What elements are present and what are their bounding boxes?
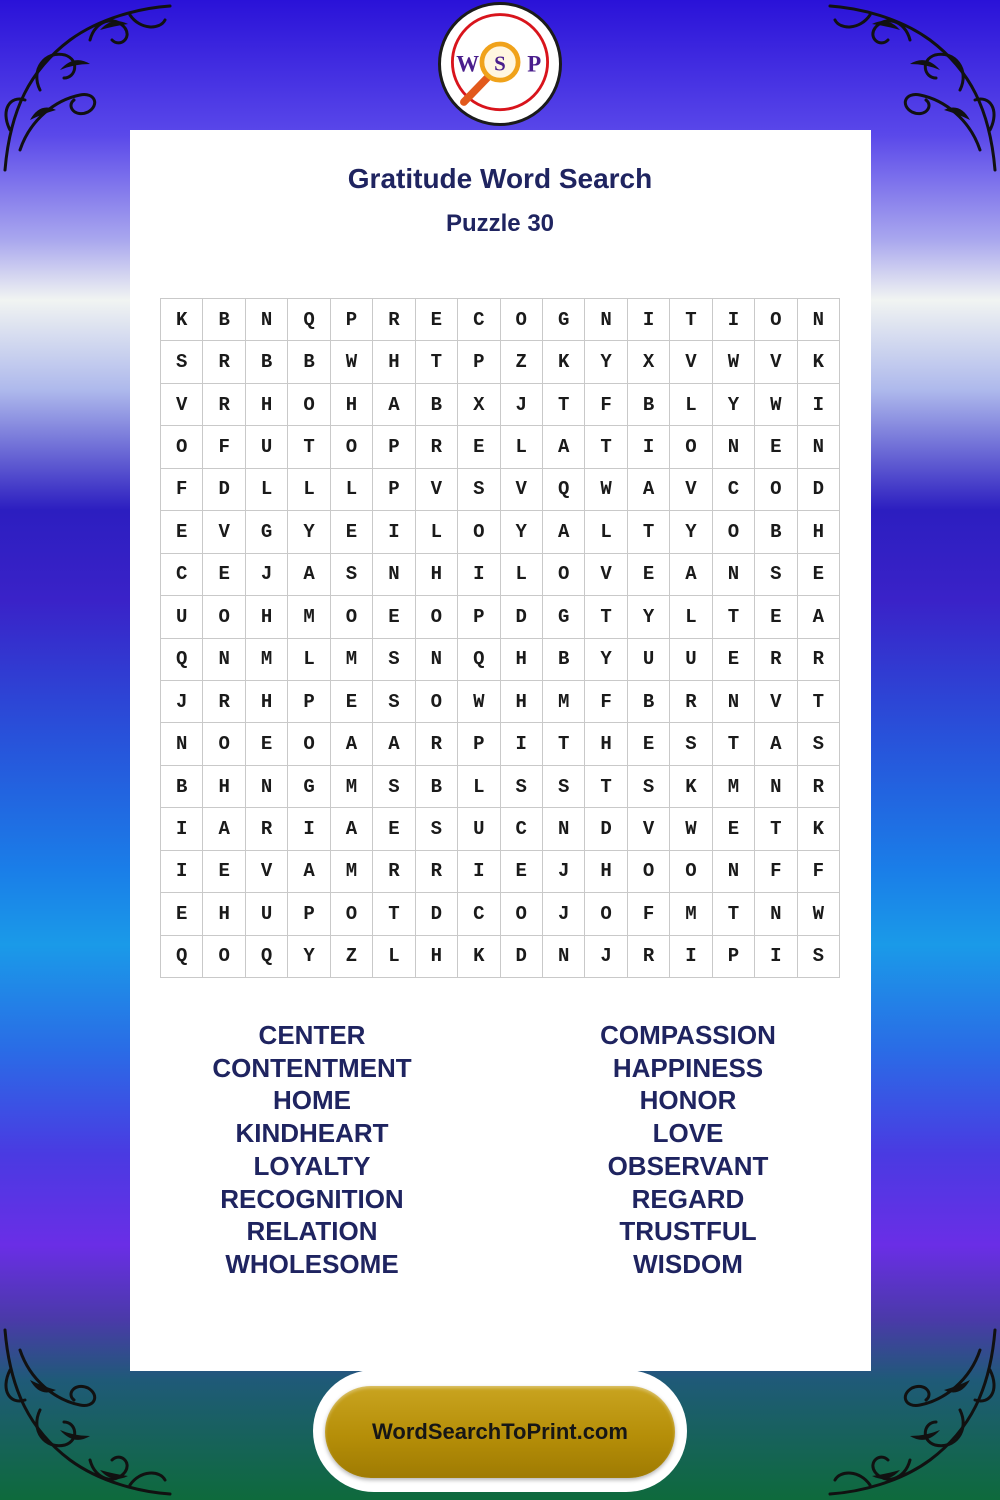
grid-cell[interactable]: V — [670, 341, 712, 383]
grid-cell[interactable]: L — [331, 469, 373, 511]
grid-cell[interactable]: H — [798, 511, 840, 553]
grid-cell[interactable]: S — [798, 936, 840, 978]
grid-cell[interactable]: W — [585, 469, 627, 511]
magnifier-icon — [441, 5, 559, 123]
grid-cell[interactable]: S — [670, 723, 712, 765]
word-list-item: HAPPINESS — [612, 1052, 764, 1083]
word-list-item: KINDHEART — [235, 1118, 389, 1149]
word-list-item: TRUSTFUL — [619, 1216, 757, 1247]
grid-cell[interactable]: B — [416, 766, 458, 808]
grid-cell[interactable]: H — [246, 681, 288, 723]
grid-cell[interactable]: J — [501, 384, 543, 426]
grid-cell[interactable]: Y — [628, 596, 670, 638]
grid-cell[interactable]: E — [713, 639, 755, 681]
word-list-item: RECOGNITION — [220, 1183, 404, 1214]
grid-cell[interactable]: Q — [458, 639, 500, 681]
grid-cell[interactable]: E — [203, 554, 245, 596]
grid-cell[interactable]: O — [713, 511, 755, 553]
grid-cell[interactable]: W — [755, 384, 797, 426]
grid-cell[interactable]: D — [501, 596, 543, 638]
grid-cell[interactable]: K — [670, 766, 712, 808]
grid-cell[interactable]: L — [501, 426, 543, 468]
grid-cell[interactable]: A — [373, 723, 415, 765]
grid-cell[interactable]: F — [161, 469, 203, 511]
grid-cell[interactable]: B — [288, 341, 330, 383]
grid-cell[interactable]: Y — [713, 384, 755, 426]
grid-cell[interactable]: E — [798, 554, 840, 596]
grid-cell[interactable]: R — [628, 936, 670, 978]
grid-cell[interactable]: Q — [246, 936, 288, 978]
grid-cell[interactable]: F — [585, 384, 627, 426]
puzzle-title: Gratitude Word Search — [347, 163, 653, 194]
grid-cell[interactable]: K — [798, 808, 840, 850]
grid-cell[interactable]: I — [288, 808, 330, 850]
grid-cell[interactable]: N — [246, 766, 288, 808]
grid-cell[interactable]: O — [416, 681, 458, 723]
grid-cell[interactable]: R — [798, 766, 840, 808]
grid-cell[interactable]: G — [288, 766, 330, 808]
grid-cell[interactable]: O — [331, 596, 373, 638]
grid-cell[interactable]: D — [798, 469, 840, 511]
grid-cell[interactable]: N — [373, 554, 415, 596]
grid-cell[interactable]: I — [458, 554, 500, 596]
grid-cell[interactable]: E — [755, 596, 797, 638]
grid-cell[interactable]: R — [203, 384, 245, 426]
grid-cell[interactable]: E — [628, 554, 670, 596]
grid-cell[interactable]: N — [713, 554, 755, 596]
grid-cell[interactable]: I — [798, 384, 840, 426]
grid-cell[interactable]: A — [203, 808, 245, 850]
grid-cell[interactable]: O — [670, 426, 712, 468]
grid-cell[interactable]: T — [798, 681, 840, 723]
grid-cell[interactable]: Z — [501, 341, 543, 383]
grid-cell[interactable]: P — [288, 893, 330, 935]
grid-cell[interactable]: V — [416, 469, 458, 511]
grid-cell[interactable]: E — [203, 851, 245, 893]
grid-cell[interactable]: I — [161, 851, 203, 893]
word-list-item: LOYALTY — [253, 1150, 371, 1181]
grid-cell[interactable]: H — [246, 384, 288, 426]
word-list-item: WHOLESOME — [225, 1248, 399, 1279]
grid-cell[interactable]: I — [713, 299, 755, 341]
grid-cell[interactable]: M — [246, 639, 288, 681]
grid-cell[interactable]: W — [331, 341, 373, 383]
grid-cell[interactable]: Y — [585, 639, 627, 681]
grid-cell[interactable]: C — [458, 299, 500, 341]
grid-cell[interactable]: N — [755, 766, 797, 808]
grid-cell[interactable]: E — [501, 851, 543, 893]
grid-cell[interactable]: A — [798, 596, 840, 638]
grid-cell[interactable]: A — [331, 723, 373, 765]
grid-cell[interactable]: T — [713, 893, 755, 935]
grid-cell[interactable]: R — [416, 723, 458, 765]
word-list-item: CENTER — [258, 1020, 366, 1050]
grid-cell[interactable]: A — [288, 554, 330, 596]
grid-cell[interactable]: T — [543, 723, 585, 765]
grid-cell[interactable]: E — [373, 596, 415, 638]
grid-cell[interactable]: O — [331, 893, 373, 935]
grid-cell[interactable]: O — [416, 596, 458, 638]
grid-cell[interactable]: O — [458, 511, 500, 553]
grid-cell[interactable]: T — [713, 723, 755, 765]
grid-cell[interactable]: Q — [161, 639, 203, 681]
grid-cell[interactable]: O — [501, 893, 543, 935]
grid-cell[interactable]: S — [501, 766, 543, 808]
grid-cell[interactable]: T — [585, 426, 627, 468]
grid-cell[interactable]: G — [543, 596, 585, 638]
grid-cell[interactable]: T — [670, 299, 712, 341]
grid-cell[interactable]: W — [798, 893, 840, 935]
grid-cell[interactable]: V — [161, 384, 203, 426]
puzzle-subtitle: Puzzle 30 — [445, 210, 555, 237]
grid-cell[interactable]: A — [755, 723, 797, 765]
grid-cell[interactable]: T — [628, 511, 670, 553]
grid-cell[interactable]: R — [203, 681, 245, 723]
grid-cell[interactable]: A — [543, 511, 585, 553]
grid-cell[interactable]: Q — [161, 936, 203, 978]
grid-cell[interactable]: N — [798, 426, 840, 468]
grid-cell[interactable]: T — [416, 341, 458, 383]
grid-cell[interactable]: L — [670, 384, 712, 426]
logo-letter-s: S — [494, 51, 506, 76]
grid-cell[interactable]: J — [543, 851, 585, 893]
grid-cell[interactable]: O — [543, 554, 585, 596]
grid-cell[interactable]: V — [585, 554, 627, 596]
grid-cell[interactable]: V — [203, 511, 245, 553]
grid-cell[interactable]: W — [670, 808, 712, 850]
grid-cell[interactable]: S — [373, 639, 415, 681]
grid-cell[interactable]: Q — [543, 469, 585, 511]
grid-cell[interactable]: L — [585, 511, 627, 553]
grid-cell[interactable]: Y — [288, 936, 330, 978]
grid-cell[interactable]: K — [161, 299, 203, 341]
grid-cell[interactable]: U — [246, 893, 288, 935]
grid-cell[interactable]: A — [628, 469, 670, 511]
grid-cell[interactable]: B — [203, 299, 245, 341]
grid-cell[interactable]: T — [585, 766, 627, 808]
grid-cell[interactable]: E — [161, 893, 203, 935]
grid-cell[interactable]: P — [373, 469, 415, 511]
grid-cell[interactable]: N — [713, 681, 755, 723]
word-list-item: REGARD — [631, 1183, 745, 1214]
grid-cell[interactable]: U — [161, 596, 203, 638]
grid-cell[interactable]: R — [416, 426, 458, 468]
grid-cell[interactable]: C — [161, 554, 203, 596]
word-list-item: WISDOM — [633, 1248, 743, 1279]
grid-cell[interactable]: V — [670, 469, 712, 511]
grid-cell[interactable]: O — [288, 723, 330, 765]
grid-cell[interactable]: L — [246, 469, 288, 511]
grid-cell[interactable]: P — [288, 681, 330, 723]
grid-cell[interactable]: I — [670, 936, 712, 978]
grid-cell[interactable]: N — [416, 639, 458, 681]
grid-cell[interactable]: V — [246, 851, 288, 893]
grid-cell[interactable]: Y — [585, 341, 627, 383]
grid-cell[interactable]: R — [670, 681, 712, 723]
word-list-item: LOVE — [652, 1118, 724, 1149]
grid-cell[interactable]: P — [458, 723, 500, 765]
logo-letter-w: W — [456, 51, 480, 77]
grid-cell[interactable]: P — [331, 299, 373, 341]
grid-cell[interactable]: S — [331, 554, 373, 596]
grid-cell[interactable]: O — [203, 723, 245, 765]
grid-cell[interactable]: X — [458, 384, 500, 426]
word-list-item: COMPASSION — [600, 1020, 776, 1050]
grid-cell[interactable]: Y — [501, 511, 543, 553]
grid-cell[interactable]: Z — [331, 936, 373, 978]
grid-cell[interactable]: L — [373, 936, 415, 978]
grid-cell[interactable]: U — [458, 808, 500, 850]
grid-cell[interactable]: E — [416, 299, 458, 341]
grid-cell[interactable]: J — [585, 936, 627, 978]
grid-cell[interactable]: L — [670, 596, 712, 638]
grid-cell[interactable]: C — [501, 808, 543, 850]
grid-cell[interactable]: O — [501, 299, 543, 341]
grid-cell[interactable]: O — [628, 851, 670, 893]
grid-cell[interactable]: B — [755, 511, 797, 553]
grid-cell[interactable]: N — [585, 299, 627, 341]
grid-cell[interactable]: S — [373, 681, 415, 723]
grid-cell[interactable]: L — [288, 639, 330, 681]
grid-cell[interactable]: O — [755, 469, 797, 511]
grid-cell[interactable]: L — [458, 766, 500, 808]
grid-cell[interactable]: O — [331, 426, 373, 468]
grid-cell[interactable]: O — [670, 851, 712, 893]
grid-cell[interactable]: W — [713, 341, 755, 383]
grid-cell[interactable]: H — [416, 936, 458, 978]
grid-cell[interactable]: P — [713, 936, 755, 978]
grid-cell[interactable]: M — [543, 681, 585, 723]
grid-cell[interactable]: O — [203, 596, 245, 638]
grid-cell[interactable]: R — [203, 341, 245, 383]
grid-cell[interactable]: J — [543, 893, 585, 935]
grid-cell[interactable]: R — [798, 639, 840, 681]
grid-cell[interactable]: S — [755, 554, 797, 596]
grid-cell[interactable]: B — [246, 341, 288, 383]
grid-cell[interactable]: E — [458, 426, 500, 468]
grid-cell[interactable]: E — [161, 511, 203, 553]
grid-cell[interactable]: T — [755, 808, 797, 850]
grid-cell[interactable]: M — [713, 766, 755, 808]
word-list-item: HOME — [273, 1085, 351, 1116]
grid-cell[interactable]: S — [628, 766, 670, 808]
grid-cell[interactable]: T — [585, 596, 627, 638]
grid-cell[interactable]: V — [755, 341, 797, 383]
grid-cell[interactable]: N — [755, 893, 797, 935]
grid-cell[interactable]: U — [670, 639, 712, 681]
grid-cell[interactable]: Y — [670, 511, 712, 553]
word-list-item: CONTENTMENT — [212, 1052, 412, 1083]
grid-cell[interactable]: M — [288, 596, 330, 638]
grid-cell[interactable]: I — [755, 936, 797, 978]
grid-cell[interactable]: T — [713, 596, 755, 638]
grid-cell[interactable]: D — [416, 893, 458, 935]
grid-cell[interactable]: M — [331, 851, 373, 893]
grid-cell[interactable]: H — [585, 851, 627, 893]
grid-cell[interactable]: I — [628, 426, 670, 468]
grid-cell[interactable]: D — [501, 936, 543, 978]
grid-cell[interactable]: E — [628, 723, 670, 765]
grid-cell[interactable]: H — [246, 596, 288, 638]
grid-cell[interactable]: N — [543, 936, 585, 978]
grid-cell[interactable]: B — [628, 681, 670, 723]
grid-cell[interactable]: S — [416, 808, 458, 850]
grid-cell[interactable]: M — [670, 893, 712, 935]
grid-cell[interactable]: A — [373, 384, 415, 426]
letter-grid[interactable] — [160, 298, 840, 978]
grid-cell[interactable]: H — [203, 766, 245, 808]
grid-cell[interactable]: R — [246, 808, 288, 850]
wsp-logo[interactable] — [438, 2, 562, 126]
grid-cell[interactable]: B — [543, 639, 585, 681]
grid-cell[interactable]: F — [585, 681, 627, 723]
grid-cell[interactable]: L — [288, 469, 330, 511]
grid-cell[interactable]: T — [543, 384, 585, 426]
logo-letter-p: P — [527, 51, 542, 77]
grid-cell[interactable]: C — [713, 469, 755, 511]
grid-cell[interactable]: F — [755, 851, 797, 893]
grid-cell[interactable]: E — [331, 681, 373, 723]
grid-cell[interactable]: N — [246, 299, 288, 341]
grid-cell[interactable]: U — [246, 426, 288, 468]
grid-cell[interactable]: A — [543, 426, 585, 468]
grid-cell[interactable]: U — [628, 639, 670, 681]
grid-cell[interactable]: H — [501, 681, 543, 723]
website-link-button[interactable]: WordSearchToPrint.com — [325, 1386, 675, 1478]
grid-cell[interactable]: D — [203, 469, 245, 511]
grid-cell[interactable]: B — [161, 766, 203, 808]
grid-cell[interactable]: J — [246, 554, 288, 596]
word-list-item: RELATION — [246, 1216, 378, 1247]
grid-cell[interactable]: H — [331, 384, 373, 426]
grid-cell[interactable]: H — [203, 893, 245, 935]
grid-cell[interactable]: E — [331, 511, 373, 553]
grid-cell[interactable]: T — [373, 893, 415, 935]
grid-cell[interactable]: M — [331, 639, 373, 681]
grid-cell[interactable]: B — [628, 384, 670, 426]
grid-cell[interactable]: C — [458, 893, 500, 935]
grid-cell[interactable]: D — [585, 808, 627, 850]
grid-cell[interactable]: K — [458, 936, 500, 978]
grid-cell[interactable]: S — [373, 766, 415, 808]
word-list-right — [488, 1019, 888, 1281]
grid-cell[interactable]: Y — [288, 511, 330, 553]
word-list-item: OBSERVANT — [607, 1150, 769, 1181]
grid-cell[interactable]: S — [798, 723, 840, 765]
grid-cell[interactable]: N — [161, 723, 203, 765]
grid-cell[interactable]: N — [798, 299, 840, 341]
grid-cell[interactable]: M — [331, 766, 373, 808]
grid-cell[interactable]: X — [628, 341, 670, 383]
word-list-left — [112, 1019, 512, 1281]
grid-cell[interactable]: I — [161, 808, 203, 850]
grid-cell[interactable]: O — [585, 893, 627, 935]
grid-cell[interactable]: P — [458, 341, 500, 383]
grid-cell[interactable]: F — [628, 893, 670, 935]
grid-cell[interactable]: N — [543, 808, 585, 850]
grid-cell[interactable]: A — [288, 851, 330, 893]
grid-cell[interactable]: N — [713, 851, 755, 893]
grid-cell[interactable]: A — [331, 808, 373, 850]
grid-cell[interactable]: E — [755, 426, 797, 468]
grid-cell[interactable]: I — [501, 723, 543, 765]
grid-cell[interactable]: E — [246, 723, 288, 765]
grid-cell[interactable]: R — [373, 299, 415, 341]
grid-cell[interactable]: J — [161, 681, 203, 723]
grid-cell[interactable]: E — [373, 808, 415, 850]
grid-cell[interactable]: O — [161, 426, 203, 468]
grid-cell[interactable]: H — [585, 723, 627, 765]
grid-cell[interactable]: I — [373, 511, 415, 553]
grid-cell[interactable]: O — [755, 299, 797, 341]
grid-cell[interactable]: R — [755, 639, 797, 681]
grid-cell[interactable]: V — [628, 808, 670, 850]
grid-cell[interactable]: A — [670, 554, 712, 596]
grid-cell[interactable]: F — [798, 851, 840, 893]
grid-cell[interactable]: V — [501, 469, 543, 511]
word-list-item: HONOR — [639, 1085, 737, 1116]
grid-cell[interactable]: H — [501, 639, 543, 681]
grid-cell[interactable]: I — [628, 299, 670, 341]
grid-cell[interactable]: V — [755, 681, 797, 723]
grid-cell[interactable]: T — [288, 426, 330, 468]
grid-cell[interactable]: G — [543, 299, 585, 341]
grid-cell[interactable]: R — [416, 851, 458, 893]
grid-cell[interactable]: H — [416, 554, 458, 596]
grid-cell[interactable]: I — [458, 851, 500, 893]
grid-cell[interactable]: E — [713, 808, 755, 850]
grid-cell[interactable]: N — [713, 426, 755, 468]
grid-cell[interactable]: L — [501, 554, 543, 596]
grid-cell[interactable]: B — [416, 384, 458, 426]
grid-cell[interactable]: N — [203, 639, 245, 681]
grid-cell[interactable]: O — [288, 384, 330, 426]
grid-cell[interactable]: S — [543, 766, 585, 808]
grid-cell[interactable]: P — [373, 426, 415, 468]
grid-cell[interactable]: W — [458, 681, 500, 723]
grid-cell[interactable]: R — [373, 851, 415, 893]
grid-cell[interactable]: G — [246, 511, 288, 553]
grid-cell[interactable]: H — [373, 341, 415, 383]
grid-cell[interactable]: K — [543, 341, 585, 383]
grid-cell[interactable]: P — [458, 596, 500, 638]
grid-cell[interactable]: Q — [288, 299, 330, 341]
grid-cell[interactable]: K — [798, 341, 840, 383]
grid-cell[interactable]: L — [416, 511, 458, 553]
grid-cell[interactable]: O — [203, 936, 245, 978]
grid-cell[interactable]: S — [161, 341, 203, 383]
grid-cell[interactable]: S — [458, 469, 500, 511]
grid-cell[interactable]: F — [203, 426, 245, 468]
